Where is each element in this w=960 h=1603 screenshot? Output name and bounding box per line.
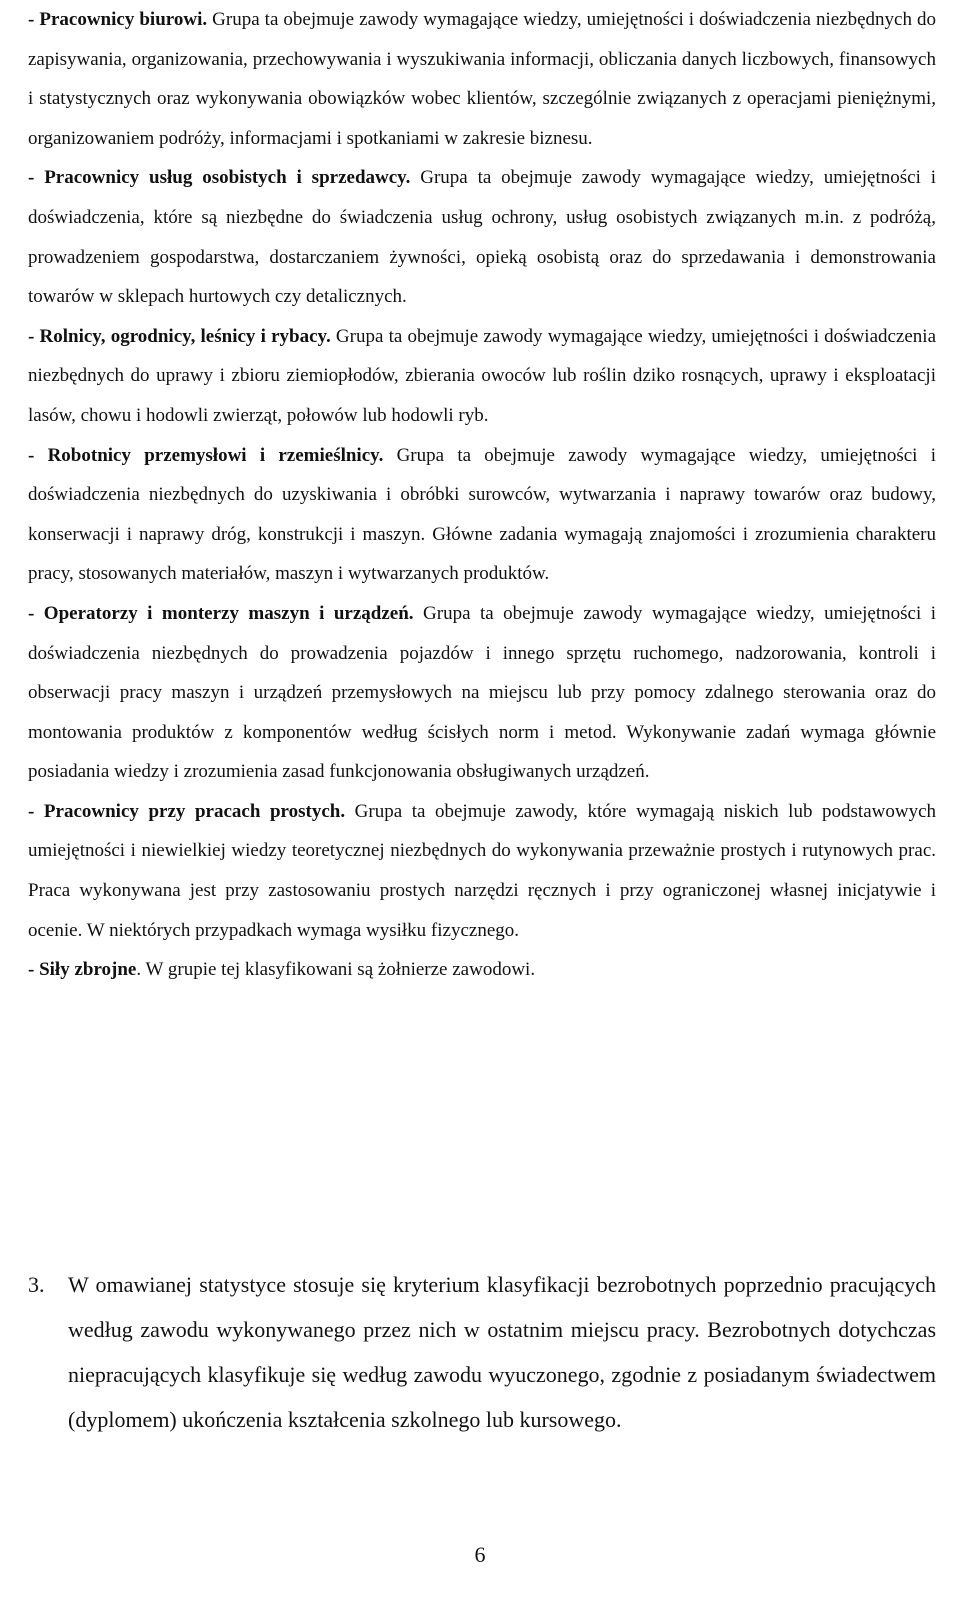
group-industrial-craft-workers — [28, 436, 936, 594]
group-heading: - Robotnicy przemysłowi i rzemieślnicy. — [28, 444, 384, 466]
group-description: . W grupie tej klasyfikowani są żołnierze zawodowi. — [136, 959, 536, 981]
group-elementary-workers — [28, 792, 936, 950]
group-heading: - Pracownicy przy pracach prostych. — [28, 800, 346, 822]
document-page — [28, 0, 937, 1432]
item-number: 3. — [28, 1272, 45, 1297]
group-farmers-foresters — [28, 317, 936, 436]
group-heading: - Siły zbrojne — [28, 959, 137, 981]
group-description: Grupa ta obejmuje zawody wymagające wiedzy, umiejętności i doświadczenia niezbędnych do prowadzenia pojazdów i innego sprzętu ruchomego, nadzorowania, kontroli i obserwacji pracy maszyn i urządzeń przemysłowych na miejscu lub przy pomocy zdalnego sterowania oraz do montowania produktów z komponentów według ścisłych norm i metod. Wykonywanie zadań wymaga głównie posiadania wiedzy i zrozumienia zasad funkcjonowania obsługiwanych urządzeń. — [28, 602, 936, 783]
numbered-item-3 — [28, 1262, 936, 1442]
item-text: W omawianej statystyce stosuje się kryterium klasyfikacji bezrobotnych poprzednio pracujących według zawodu wykonywanego przez nich w ostatnim miejscu pracy. Bezrobotnych dotychczas niepracujących klasyfikuje się według zawodu wyuczonego, zgodnie z posiadanym świadectwem (dyplomem) ukończenia kształcenia szkolnego lub kursowego. — [68, 1272, 936, 1432]
group-heading: - Rolnicy, ogrodnicy, leśnicy i rybacy. — [28, 325, 331, 347]
group-office-workers — [28, 0, 936, 158]
group-heading: - Pracownicy usług osobistych i sprzedawcy. — [28, 167, 411, 189]
group-description: Grupa ta obejmuje zawody wymagające wiedzy, umiejętności i doświadczenia niezbędnych do zapisywania, organizowania, przechowywania i wyszukiwania informacji, obliczania danych liczbowych, finansowych i statystycznych oraz wykonywania obowiązków wobec klientów, szczególnie związanych z operacjami pieniężnymi, organizowaniem podróży, informacjami i spotkaniami w zakresie biznesu. — [28, 9, 936, 149]
group-service-sales-workers — [28, 158, 936, 316]
occupation-groups-list — [28, 0, 936, 990]
group-heading: - Operatorzy i monterzy maszyn i urządzeń. — [28, 602, 414, 624]
group-armed-forces — [28, 950, 936, 990]
group-heading: - Pracownicy biurowi. — [28, 9, 208, 30]
group-description: Grupa ta obejmuje zawody wymagające wiedzy, umiejętności i doświadczenia niezbędnych do uprawy i zbioru ziemiopłodów, zbierania owoców lub roślin dziko rosnących, uprawy i eksploatacji lasów, chowu i hodowli zwierząt, połowów lub hodowli ryb. — [28, 325, 937, 426]
group-description: Grupa ta obejmuje zawody wymagające wiedzy, umiejętności i doświadczenia niezbędnych do uzyskiwania i obróbki surowców, wytwarzania i naprawy towarów oraz budowy, konserwacji i naprawy dróg, konstrukcji i maszyn. Główne zadania wymagają znajomości i zrozumienia charakteru pracy, stosowanych materiałów, maszyn i wytwarzanych produktów. — [28, 444, 936, 585]
page-number: 6 — [474, 1542, 486, 1567]
group-machine-operators — [28, 594, 936, 792]
group-description: Grupa ta obejmuje zawody wymagające wiedzy, umiejętności i doświadczenia, które są niezbędne do świadczenia usług ochrony, usług osobistych związanych m.in. z podróżą, prowadzeniem gospodarstwa, dostarczaniem żywności, opieką osobistą oraz do sprzedawania i demonstrowania towarów w sklepach hurtowych czy detalicznych. — [28, 167, 936, 308]
group-description: Grupa ta obejmuje zawody, które wymagają niskich lub podstawowych umiejętności i niewielkiej wiedzy teoretycznej niezbędnych do wykonywania przeważnie prostych i rutynowych prac. Praca wykonywana jest przy zastosowaniu prostych narzędzi ręcznych i przy ograniczonej własnej inicjatywie i ocenie. W niektórych przypadkach wymaga wysiłku fizycznego. — [28, 800, 937, 941]
